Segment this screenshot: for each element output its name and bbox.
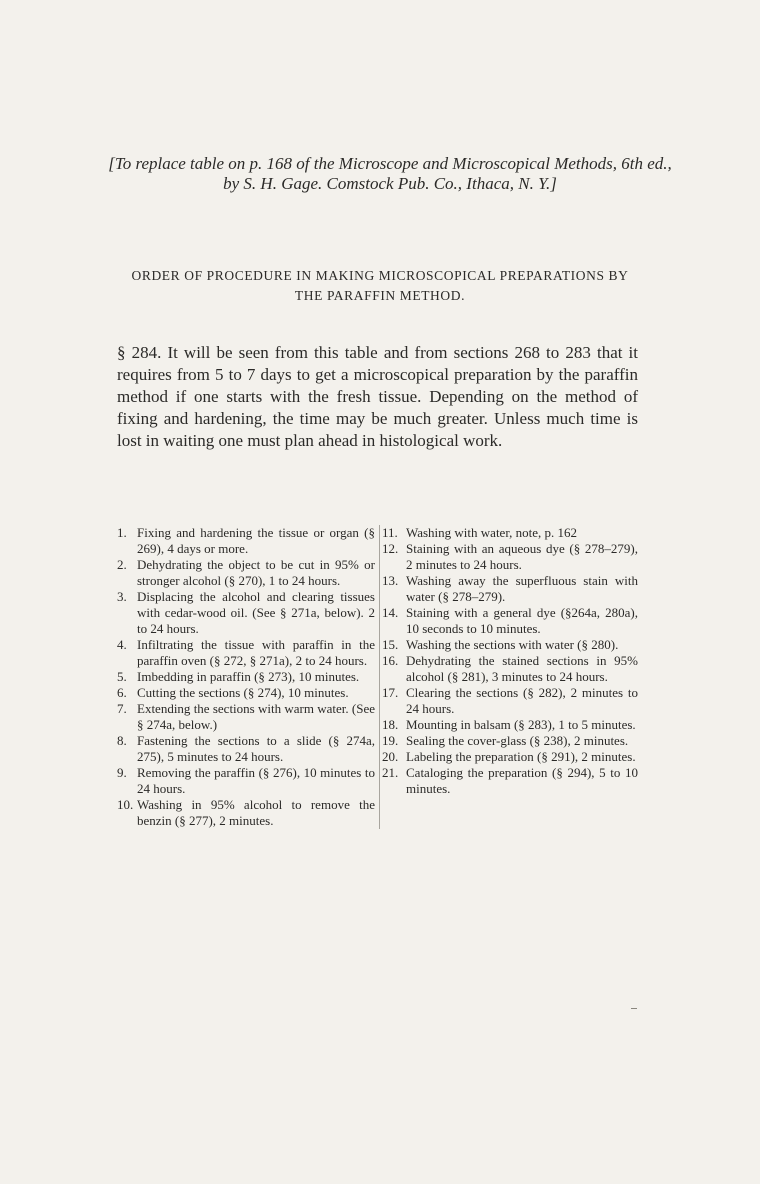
step-text: Cataloging the preparation (§ 294), 5 to 10 minutes. <box>406 765 638 796</box>
step-text: Fixing and hardening the tissue or organ (§ 269), 4 days or more. <box>137 525 375 556</box>
step-number: 5. <box>117 669 127 684</box>
procedure-step <box>382 653 638 685</box>
step-number: 21. <box>382 765 399 780</box>
step-text: Washing with water, note, p. 162 <box>406 525 578 540</box>
step-number: 13. <box>382 573 399 588</box>
step-number: 2. <box>117 557 127 572</box>
step-number: 17. <box>382 685 399 700</box>
step-number: 18. <box>382 717 399 732</box>
note-line-1: [To replace table on p. 168 of the Microscope and Microscopical Methods, 6th ed., <box>108 154 672 173</box>
step-text: Dehydrating the stained sections in 95% alcohol (§ 281), 3 minutes to 24 hours. <box>406 653 638 684</box>
step-number: 16. <box>382 653 399 668</box>
procedure-step <box>382 717 638 733</box>
step-text: Labeling the preparation (§ 291), 2 minutes. <box>406 749 636 764</box>
step-text: Dehydrating the object to be cut in 95% or stronger alcohol (§ 270), 1 to 24 hours. <box>137 557 375 588</box>
step-text: Washing in 95% alcohol to remove the benzin (§ 277), 2 minutes. <box>137 797 375 828</box>
intro-paragraph: § 284. It will be seen from this table and from sections 268 to 283 that it requires from 5 to 7 days to get a microscopical preparation by the paraffin method if one starts with the fresh tissue. Depending on the method of fixing and hardening, the time may be much greater. Unless much time is lost in waiting one must plan ahead in histological work. <box>117 343 638 450</box>
procedure-step <box>117 701 375 733</box>
step-number: 19. <box>382 733 399 748</box>
step-text: Imbedding in paraffin (§ 273), 10 minutes. <box>137 669 360 684</box>
procedure-step <box>382 765 638 797</box>
step-number: 4. <box>117 637 127 652</box>
procedure-step <box>382 733 638 749</box>
step-number: 12. <box>382 541 399 556</box>
procedure-table <box>117 525 638 829</box>
procedure-step <box>117 589 375 637</box>
step-text: Clearing the sections (§ 282), 2 minutes to 24 hours. <box>406 685 638 716</box>
procedure-step <box>382 525 638 541</box>
replacement-note <box>90 154 690 194</box>
step-number: 7. <box>117 701 127 716</box>
page-heading <box>40 266 720 306</box>
step-text: Mounting in balsam (§ 283), 1 to 5 minutes. <box>406 717 636 732</box>
procedure-step <box>382 605 638 637</box>
procedure-step <box>382 685 638 717</box>
step-number: 11. <box>382 525 398 540</box>
step-text: Staining with an aqueous dye (§ 278–279), 2 minutes to 24 hours. <box>406 541 638 572</box>
step-text: Extending the sections with warm water. (See § 274a, below.) <box>137 701 375 732</box>
step-text: Sealing the cover-glass (§ 238), 2 minutes. <box>406 733 629 748</box>
step-number: 14. <box>382 605 399 620</box>
margin-mark <box>631 1004 637 1009</box>
step-text: Washing the sections with water (§ 280). <box>406 637 619 652</box>
step-number: 9. <box>117 765 127 780</box>
step-text: Displacing the alcohol and clearing tissues with cedar-wood oil. (See § 271a, below). 2 to 24 hours. <box>137 589 375 636</box>
note-line-2: by S. H. Gage. Comstock Pub. Co., Ithaca, N. Y.] <box>223 174 557 193</box>
step-number: 8. <box>117 733 127 748</box>
procedure-step <box>117 669 375 685</box>
procedure-step <box>117 525 375 557</box>
procedure-step <box>382 637 638 653</box>
step-number: 6. <box>117 685 127 700</box>
step-number: 1. <box>117 525 127 540</box>
procedure-step <box>382 573 638 605</box>
heading-line-1: ORDER OF PROCEDURE IN MAKING MICROSCOPICAL PREPARATIONS BY <box>131 268 629 283</box>
procedure-step <box>117 557 375 589</box>
procedure-step <box>117 733 375 765</box>
step-text: Staining with a general dye (§264a, 280a), 10 seconds to 10 minutes. <box>406 605 638 636</box>
procedure-step <box>117 765 375 797</box>
step-number: 3. <box>117 589 127 604</box>
step-text: Removing the paraffin (§ 276), 10 minutes to 24 hours. <box>137 765 375 796</box>
procedure-step <box>117 797 375 829</box>
step-text: Cutting the sections (§ 274), 10 minutes. <box>137 685 349 700</box>
steps-column-left <box>117 525 380 829</box>
step-text: Fastening the sections to a slide (§ 274a, 275), 5 minutes to 24 hours. <box>137 733 375 764</box>
heading-line-2: THE PARAFFIN METHOD. <box>294 288 466 303</box>
procedure-step <box>117 637 375 669</box>
procedure-step <box>117 685 375 701</box>
step-number: 15. <box>382 637 399 652</box>
procedure-step <box>382 541 638 573</box>
step-number: 10. <box>117 797 134 812</box>
intro-section <box>117 342 638 452</box>
step-number: 20. <box>382 749 399 764</box>
step-text: Washing away the superfluous stain with water (§ 278–279). <box>406 573 638 604</box>
procedure-step <box>382 749 638 765</box>
steps-column-right <box>382 525 638 829</box>
step-text: Infiltrating the tissue with paraffin in the paraffin oven (§ 272, § 271a), 2 to 24 hours. <box>137 637 375 668</box>
